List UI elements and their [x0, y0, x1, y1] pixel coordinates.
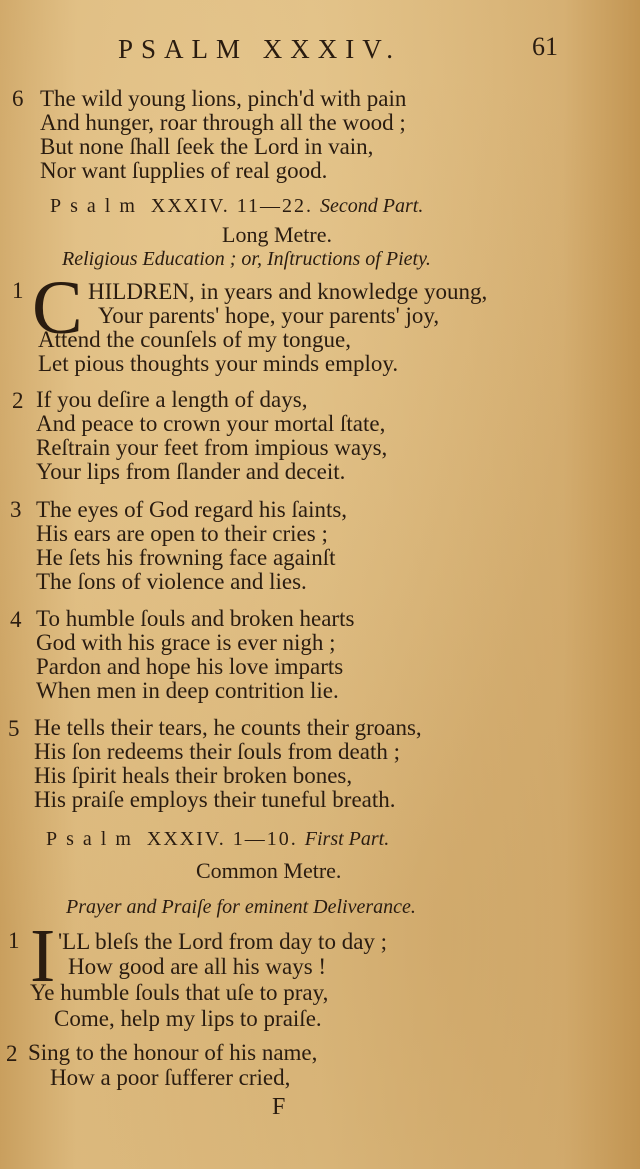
- heading-psalm: Psalm: [50, 195, 144, 217]
- verse-number: 4: [10, 607, 22, 632]
- verse-line: Attend the counſels of my tongue,: [38, 327, 351, 352]
- section-heading-part-one: [46, 828, 389, 851]
- verse-line: The eyes of God regard his ſaints,: [36, 497, 348, 522]
- drop-cap: I: [30, 914, 56, 998]
- verse-number: 2: [6, 1041, 18, 1066]
- heading-ref: XXXIV. 11—22.: [150, 195, 314, 217]
- verse-line: Nor want ſupplies of real good.: [40, 158, 328, 183]
- verse-line: How good are all his ways !: [68, 954, 327, 979]
- page-number: 61: [532, 32, 558, 61]
- drop-cap: C: [32, 266, 83, 350]
- verse-line: His ſon redeems their ſouls from death ;: [34, 739, 401, 764]
- verse-line: 'LL bleſs the Lord from day to day ;: [58, 929, 388, 954]
- section-heading-part-two: [50, 195, 423, 218]
- heading-part: First Part.: [304, 828, 390, 850]
- metre-label: Long Metre.: [222, 222, 332, 247]
- heading-psalm: Psalm: [46, 828, 140, 850]
- verse-line: The ſons of violence and lies.: [36, 569, 307, 594]
- verse-line: When men in deep contrition lie.: [36, 678, 339, 703]
- verse-number: 5: [8, 716, 20, 741]
- verse-line: Come, help my lips to praiſe.: [54, 1006, 322, 1031]
- verse-number: 6: [12, 86, 24, 111]
- verse-number: 3: [10, 497, 22, 522]
- verse-line: He tells their tears, he counts their groans,: [34, 715, 422, 740]
- verse-line: If you deſire a length of days,: [36, 387, 308, 412]
- verse-line: Reſtrain your feet from impious ways,: [36, 435, 388, 460]
- verse-line: Ye humble ſouls that uſe to pray,: [30, 980, 329, 1005]
- heading-ref: XXXIV. 1—10.: [146, 828, 298, 850]
- subject-line: Religious Education ; or, Inſtructions of Piety.: [62, 248, 431, 270]
- verse-line: And hunger, roar through all the wood ;: [40, 110, 406, 135]
- verse-line: How a poor ſufferer cried,: [50, 1065, 291, 1090]
- verse-line: But none ſhall ſeek the Lord in vain,: [40, 134, 374, 159]
- verse-line: Sing to the honour of his name,: [28, 1040, 318, 1065]
- verse-line: His ſpirit heals their broken bones,: [34, 763, 353, 788]
- verse-line: To humble ſouls and broken hearts: [36, 606, 355, 631]
- verse-line: He ſets his frowning face againſt: [36, 545, 336, 570]
- verse-line: The wild young lions, pinch'd with pain: [40, 86, 407, 111]
- verse-line: Your parents' hope, your parents' joy,: [98, 303, 440, 328]
- metre-label: Common Metre.: [196, 858, 342, 883]
- verse-line: God with his grace is ever nigh ;: [36, 630, 336, 655]
- verse-line: HILDREN, in years and knowledge young,: [88, 279, 488, 304]
- verse-line: His ears are open to their cries ;: [36, 521, 328, 546]
- verse-line: Let pious thoughts your minds employ.: [38, 351, 399, 376]
- verse-number: 2: [12, 388, 24, 413]
- heading-part: Second Part.: [320, 195, 424, 217]
- verse-number: 1: [12, 278, 24, 303]
- signature-mark: F: [272, 1094, 286, 1120]
- verse-number: 1: [8, 928, 20, 953]
- subject-line: Prayer and Praiſe for eminent Deliverance.: [66, 896, 416, 918]
- verse-line: Your lips from ſlander and deceit.: [36, 459, 346, 484]
- verse-line: His praiſe employs their tuneful breath.: [34, 787, 396, 812]
- running-head: PSALM XXXIV.: [118, 34, 402, 64]
- verse-line: And peace to crown your mortal ſtate,: [36, 411, 386, 436]
- verse-line: Pardon and hope his love imparts: [36, 654, 344, 679]
